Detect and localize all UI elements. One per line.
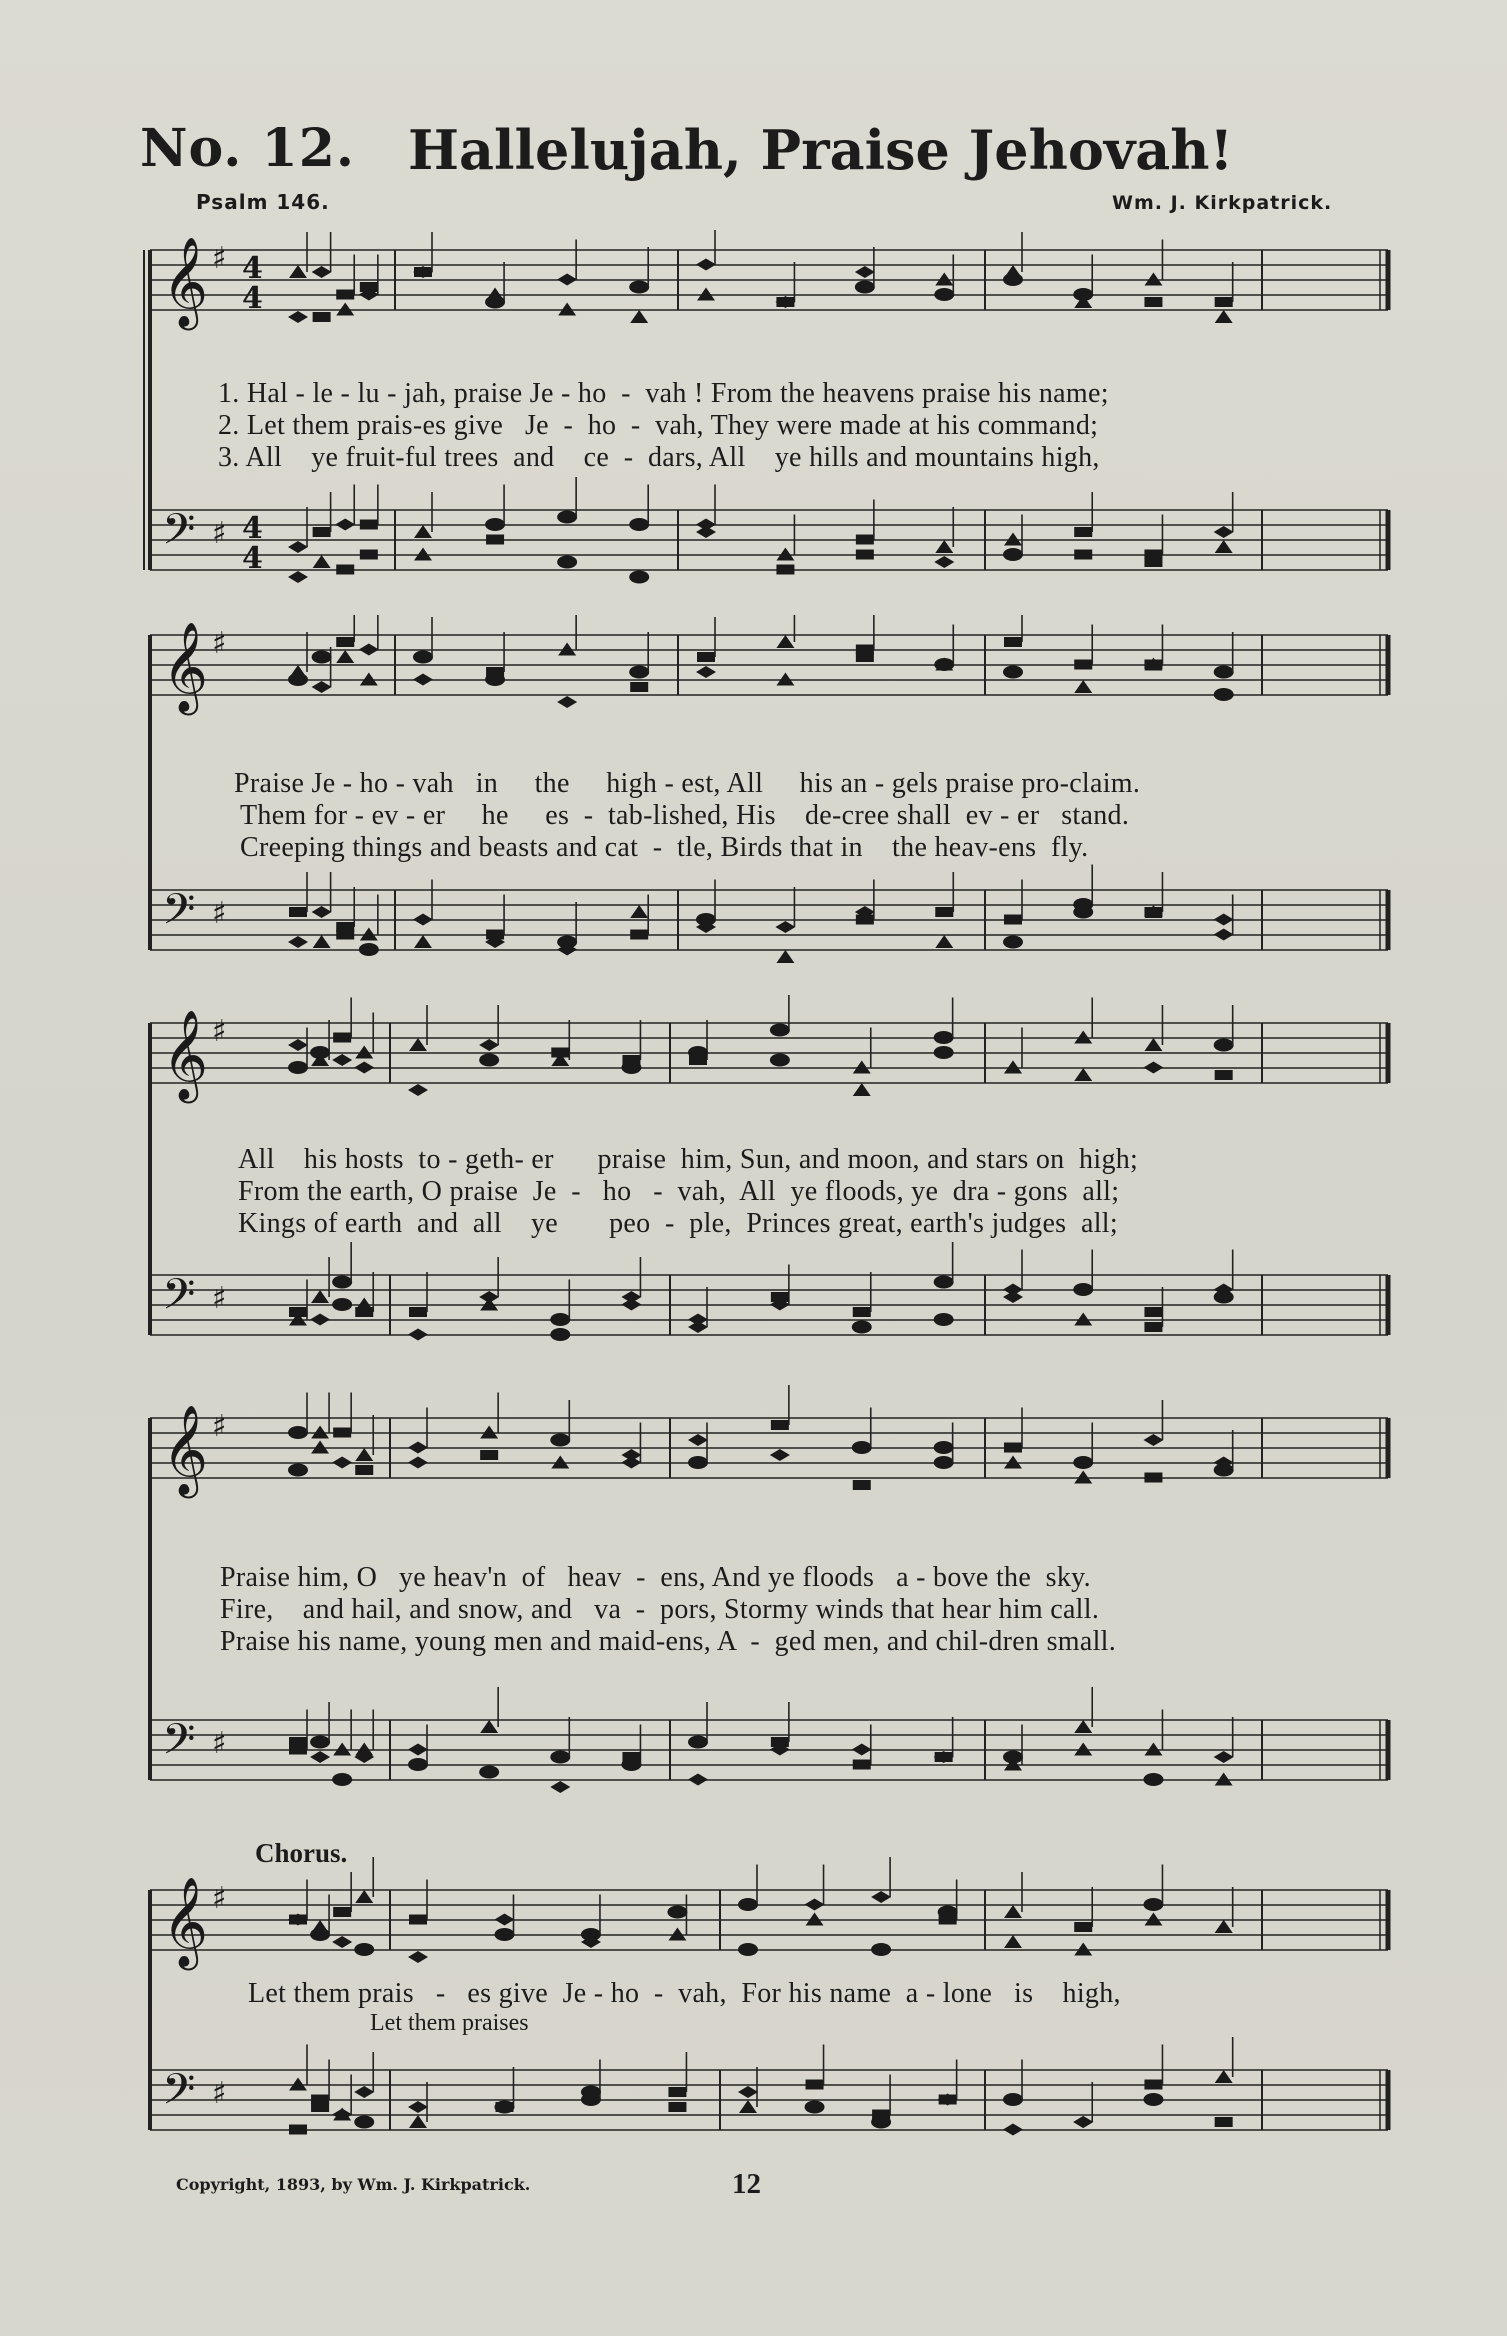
- note-head: [855, 266, 875, 278]
- note-head: [409, 1038, 427, 1051]
- note-head: [333, 1033, 351, 1043]
- lyric-verse-2: Them for - ev - er he es - tab-lished, His de-cree shall ev - er stand.: [240, 800, 1130, 831]
- note-head: [1004, 533, 1022, 546]
- lyric-verse-3: Praise his name, young men and maid-ens, A - ged men, and chil-dren small.: [220, 1626, 1117, 1657]
- note-head: [355, 1448, 373, 1461]
- note-head: [871, 1891, 891, 1903]
- note-head: [312, 681, 332, 693]
- note-head: [1003, 548, 1023, 561]
- note-head: [697, 652, 715, 662]
- note-head: [1004, 637, 1022, 647]
- key-signature-sharp: ♯: [212, 1881, 227, 1916]
- note-head: [1004, 1061, 1022, 1074]
- note-head: [1073, 2116, 1093, 2128]
- note-head: [408, 1457, 428, 1469]
- note-head: [688, 1774, 708, 1786]
- note-head: [289, 265, 307, 278]
- note-head: [480, 1720, 498, 1733]
- note-head: [1074, 1922, 1092, 1932]
- note-head: [408, 2101, 428, 2113]
- note-head: [770, 1449, 790, 1461]
- bass-clef: 𝄢: [162, 2065, 196, 2125]
- note-head: [1004, 1443, 1022, 1453]
- note-head: [480, 1450, 498, 1460]
- chorus-label: Chorus.: [255, 1838, 348, 1868]
- note-head: [776, 673, 794, 686]
- note-head: [1214, 526, 1234, 538]
- note-head: [935, 1752, 953, 1762]
- note-head: [332, 1054, 352, 1066]
- note-head: [935, 907, 953, 917]
- note-head: [934, 1276, 954, 1289]
- note-head: [409, 1915, 427, 1925]
- note-head: [1214, 929, 1234, 941]
- note-head: [629, 281, 649, 294]
- note-head: [1144, 1743, 1162, 1756]
- note-head: [934, 556, 954, 568]
- note-head: [934, 1031, 954, 1044]
- note-head: [414, 935, 432, 948]
- treble-clef: 𝄞: [162, 1405, 209, 1495]
- note-head: [1214, 914, 1234, 926]
- note-head: [1073, 906, 1093, 919]
- note-head: [1214, 688, 1234, 701]
- note-head: [485, 673, 505, 686]
- note-head: [311, 1426, 329, 1439]
- note-head: [550, 1434, 570, 1447]
- note-head: [355, 1046, 373, 1059]
- note-head: [1003, 666, 1023, 679]
- note-head: [853, 1083, 871, 1096]
- note-head: [776, 565, 794, 575]
- note-head: [359, 644, 379, 656]
- note-head: [479, 1054, 499, 1067]
- note-head: [311, 1920, 329, 1933]
- note-head: [621, 1449, 641, 1461]
- note-head: [289, 1307, 307, 1317]
- note-head: [934, 1441, 954, 1454]
- note-head: [1143, 1434, 1163, 1446]
- note-head: [310, 1046, 330, 1059]
- note-head: [557, 696, 577, 708]
- note-head: [408, 1744, 428, 1756]
- time-signature-bottom: 4: [242, 541, 263, 576]
- note-head: [1214, 1751, 1234, 1763]
- key-signature-sharp: ♯: [212, 1014, 227, 1049]
- note-head: [852, 1441, 872, 1454]
- note-head: [622, 1752, 640, 1762]
- note-head: [934, 1456, 954, 1469]
- note-head: [1003, 273, 1023, 286]
- time-signature-bottom: 4: [242, 281, 263, 316]
- note-head: [668, 1928, 686, 1941]
- note-head: [486, 288, 504, 301]
- note-head: [697, 288, 715, 301]
- note-head: [1074, 1471, 1092, 1484]
- note-head: [934, 1046, 954, 1059]
- note-head: [333, 1743, 351, 1756]
- note-head: [354, 2086, 374, 2098]
- note-head: [1074, 527, 1092, 537]
- note-head: [1215, 310, 1233, 323]
- note-head: [355, 1890, 373, 1903]
- note-head: [1003, 2124, 1023, 2136]
- note-head: [621, 1061, 641, 1074]
- note-head: [806, 1913, 824, 1926]
- lyric-verse-2: Fire, and hail, and snow, and va - pors, Stormy winds that hear him call.: [220, 1594, 1100, 1625]
- note-head: [360, 928, 378, 941]
- note-head: [414, 525, 432, 538]
- note-head: [1144, 1913, 1162, 1926]
- note-head: [1073, 1283, 1093, 1296]
- key-signature-sharp: ♯: [212, 2076, 227, 2111]
- note-head: [1144, 2080, 1162, 2090]
- note-head: [935, 935, 953, 948]
- note-head: [354, 1062, 374, 1074]
- note-head: [355, 1298, 373, 1311]
- note-head: [770, 1024, 790, 1037]
- note-head: [770, 1054, 790, 1067]
- note-head: [289, 1737, 307, 1747]
- note-head: [871, 1943, 891, 1956]
- lyric-verse-1: Praise him, O ye heav'n of heav - ens, And ye floods a - bove the sky.: [220, 1562, 1091, 1593]
- note-head: [311, 1290, 329, 1303]
- note-head: [1074, 680, 1092, 693]
- treble-clef: 𝄞: [162, 1010, 209, 1100]
- lyric-verse-2: From the earth, O praise Je - ho - vah, All ye floods, ye dra - gons all;: [238, 1176, 1120, 1207]
- treble-clef: 𝄞: [162, 622, 209, 712]
- composer-credit: Wm. J. Kirkpatrick.: [1112, 192, 1333, 214]
- note-head: [557, 511, 577, 524]
- note-head: [550, 1328, 570, 1341]
- note-head: [486, 535, 504, 545]
- note-head: [1004, 1456, 1022, 1469]
- note-head: [289, 2125, 307, 2135]
- note-head: [935, 540, 953, 553]
- note-head: [738, 1943, 758, 1956]
- note-head: [313, 312, 331, 322]
- bass-clef: 𝄢: [162, 885, 196, 945]
- key-signature-sharp: ♯: [212, 516, 227, 551]
- note-head: [360, 550, 378, 560]
- note-head: [1074, 1313, 1092, 1326]
- note-head: [1143, 2093, 1163, 2106]
- note-head: [336, 650, 354, 663]
- note-head: [551, 1456, 569, 1469]
- note-head: [413, 914, 433, 926]
- note-head: [1214, 666, 1234, 679]
- lyric-chorus: Let them prais - es give Je - ho - vah, For his name a - lone is high,: [248, 1978, 1121, 2009]
- note-head: [409, 2115, 427, 2128]
- note-head: [935, 273, 953, 286]
- lyric-verse-1: 1. Hal - le - lu - jah, praise Je - ho - vah ! From the heavens praise his name;: [218, 378, 1109, 409]
- note-head: [354, 1943, 374, 1956]
- note-head: [696, 526, 716, 538]
- note-head: [1215, 1070, 1233, 1080]
- note-head: [688, 1456, 708, 1469]
- note-head: [479, 1766, 499, 1779]
- note-head: [332, 1298, 352, 1311]
- lyric-verse-2: 2. Let them prais-es give Je - ho - vah, They were made at his command;: [218, 410, 1099, 441]
- note-head: [1074, 1743, 1092, 1756]
- note-head: [313, 935, 331, 948]
- lyric-verse-3: Creeping things and beasts and cat - tle, Birds that in the heav-ens fly.: [240, 832, 1089, 863]
- note-head: [550, 1313, 570, 1326]
- note-head: [1144, 1307, 1162, 1317]
- note-head: [852, 1321, 872, 1334]
- note-head: [310, 1736, 330, 1749]
- note-head: [313, 527, 331, 537]
- note-head: [1074, 1720, 1092, 1733]
- note-head: [1144, 1322, 1162, 1332]
- note-head: [1004, 915, 1022, 925]
- note-head: [355, 1465, 373, 1475]
- note-head: [771, 1292, 789, 1302]
- note-head: [853, 1307, 871, 1317]
- lyric-verse-3: Kings of earth and all ye peo - ple, Princes great, earth's judges all;: [238, 1208, 1118, 1239]
- note-head: [332, 1457, 352, 1469]
- note-head: [776, 950, 794, 963]
- note-head: [1144, 297, 1162, 307]
- key-signature-sharp: ♯: [212, 1726, 227, 1761]
- copyright-notice: Copyright, 1893, by Wm. J. Kirkpatrick.: [176, 2175, 531, 2194]
- note-head: [409, 1307, 427, 1317]
- note-head: [938, 1906, 958, 1919]
- note-head: [1004, 1935, 1022, 1948]
- lyric-verse-1: All his hosts to - geth- er praise him, Sun, and moon, and stars on high;: [238, 1144, 1139, 1175]
- note-head: [550, 1781, 570, 1793]
- note-head: [558, 643, 576, 656]
- note-head: [310, 1314, 330, 1326]
- key-signature-sharp: ♯: [212, 896, 227, 931]
- note-head: [1074, 550, 1092, 560]
- note-head: [668, 2087, 686, 2097]
- note-head: [336, 565, 354, 575]
- note-head: [1215, 297, 1233, 307]
- note-head: [413, 651, 433, 664]
- note-head: [354, 2116, 374, 2129]
- note-head: [1074, 1068, 1092, 1081]
- note-head: [310, 1751, 330, 1763]
- note-head: [480, 1426, 498, 1439]
- note-head: [288, 1039, 308, 1051]
- note-head: [333, 1428, 351, 1438]
- lyric-verse-3: 3. All ye fruit-ful trees and ce - dars, All ye hills and mountains high,: [218, 442, 1100, 473]
- note-head: [688, 1736, 708, 1749]
- note-head: [360, 673, 378, 686]
- note-head: [688, 1434, 708, 1446]
- note-head: [852, 1744, 872, 1756]
- note-head: [288, 936, 308, 948]
- note-head: [360, 282, 378, 292]
- hymn-title: Hallelujah, Praise Jehovah!: [408, 118, 1234, 182]
- note-head: [558, 303, 576, 316]
- lyric-verse-1: Praise Je - ho - vah in the high - est, All his an - gels praise pro-claim.: [234, 768, 1141, 799]
- note-head: [360, 520, 378, 530]
- note-head: [856, 652, 874, 662]
- note-head: [494, 1928, 514, 1941]
- note-head: [311, 2102, 329, 2112]
- note-head: [479, 1039, 499, 1051]
- note-head: [856, 550, 874, 560]
- note-head: [630, 310, 648, 323]
- note-head: [630, 682, 648, 692]
- note-head: [775, 921, 795, 933]
- note-head: [312, 651, 332, 664]
- note-head: [621, 1299, 641, 1311]
- note-head: [288, 673, 308, 686]
- scripture-reference: Psalm 146.: [196, 190, 330, 214]
- note-head: [688, 1314, 708, 1326]
- note-head: [696, 259, 716, 271]
- note-head: [667, 1906, 687, 1919]
- note-head: [1215, 2117, 1233, 2127]
- note-head: [739, 2100, 757, 2113]
- note-head: [557, 274, 577, 286]
- note-head: [776, 548, 794, 561]
- bass-clef: 𝄢: [162, 1270, 196, 1330]
- note-head: [414, 548, 432, 561]
- note-head: [1144, 1473, 1162, 1483]
- key-signature-sharp: ♯: [212, 1281, 227, 1316]
- note-head: [336, 930, 354, 940]
- note-head: [288, 1464, 308, 1477]
- note-head: [336, 637, 354, 647]
- note-head: [408, 1084, 428, 1096]
- note-head: [1003, 1291, 1023, 1303]
- time-signature-top: 4: [242, 511, 263, 546]
- note-head: [557, 556, 577, 569]
- note-head: [359, 943, 379, 956]
- note-head: [480, 1298, 498, 1311]
- note-head: [806, 2080, 824, 2090]
- note-head: [408, 1951, 428, 1963]
- note-head: [550, 1751, 570, 1764]
- note-head: [856, 535, 874, 545]
- time-signature-top: 4: [242, 251, 263, 286]
- note-head: [1144, 907, 1162, 917]
- note-head: [855, 281, 875, 294]
- note-head: [581, 2086, 601, 2099]
- note-head: [776, 297, 794, 307]
- note-head: [1214, 1291, 1234, 1304]
- note-head: [1073, 1456, 1093, 1469]
- note-head: [289, 2078, 307, 2091]
- note-head: [1144, 273, 1162, 286]
- note-head: [738, 2086, 758, 2098]
- note-head: [688, 1046, 708, 1059]
- note-head: [1215, 2070, 1233, 2083]
- note-head: [853, 1480, 871, 1490]
- lyric-chorus-bass: Let them praises: [370, 2010, 529, 2036]
- note-head: [871, 2116, 891, 2129]
- note-head: [1004, 1905, 1022, 1918]
- key-signature-sharp: ♯: [212, 1409, 227, 1444]
- note-head: [408, 1329, 428, 1341]
- note-head: [333, 1907, 351, 1917]
- note-head: [1214, 1039, 1234, 1052]
- key-signature-sharp: ♯: [212, 626, 227, 661]
- note-head: [629, 518, 649, 531]
- note-head: [1144, 1038, 1162, 1051]
- note-head: [485, 518, 505, 531]
- note-head: [630, 930, 648, 940]
- note-head: [288, 1426, 308, 1439]
- note-head: [494, 1914, 514, 1926]
- note-head: [332, 1773, 352, 1786]
- note-head: [408, 1442, 428, 1454]
- note-head: [629, 666, 649, 679]
- note-head: [771, 1420, 789, 1430]
- note-head: [288, 311, 308, 323]
- note-head: [551, 1048, 569, 1058]
- note-head: [288, 541, 308, 553]
- note-head: [805, 1899, 825, 1911]
- bass-clef: 𝄢: [162, 1715, 196, 1775]
- key-signature-sharp: ♯: [212, 241, 227, 276]
- note-head: [311, 1441, 329, 1454]
- note-head: [336, 290, 354, 300]
- note-head: [313, 555, 331, 568]
- note-head: [332, 1936, 352, 1948]
- note-head: [934, 1313, 954, 1326]
- hymn-number: No. 12.: [140, 118, 355, 179]
- note-head: [312, 266, 332, 278]
- note-head: [288, 1061, 308, 1074]
- note-head: [413, 674, 433, 686]
- note-head: [332, 1276, 352, 1289]
- note-head: [738, 1898, 758, 1911]
- note-head: [336, 303, 354, 316]
- bass-clef: 𝄢: [162, 505, 196, 565]
- note-head: [1003, 1751, 1023, 1764]
- note-head: [696, 666, 716, 678]
- note-head: [853, 1061, 871, 1074]
- note-head: [668, 2102, 686, 2112]
- treble-clef: 𝄞: [162, 237, 209, 327]
- note-head: [289, 907, 307, 917]
- note-head: [1143, 1773, 1163, 1786]
- note-head: [1144, 557, 1162, 567]
- note-head: [1215, 540, 1233, 553]
- note-head: [1143, 1898, 1163, 1911]
- note-head: [288, 571, 308, 583]
- note-head: [1143, 1062, 1163, 1074]
- treble-clef: 𝄞: [162, 1877, 209, 1967]
- note-head: [1003, 936, 1023, 949]
- note-head: [630, 905, 648, 918]
- note-head: [408, 1758, 428, 1771]
- note-head: [312, 906, 332, 918]
- note-head: [1074, 1943, 1092, 1956]
- note-head: [1074, 1031, 1092, 1044]
- note-head: [335, 519, 355, 531]
- page-number: 12: [732, 2168, 761, 2200]
- note-head: [629, 571, 649, 584]
- note-head: [1215, 1773, 1233, 1786]
- note-head: [853, 1760, 871, 1770]
- note-head: [1215, 1920, 1233, 1933]
- note-head: [776, 635, 794, 648]
- note-head: [495, 2102, 513, 2112]
- note-head: [1003, 2093, 1023, 2106]
- note-head: [1074, 660, 1092, 670]
- note-head: [805, 2101, 825, 2114]
- note-head: [934, 288, 954, 301]
